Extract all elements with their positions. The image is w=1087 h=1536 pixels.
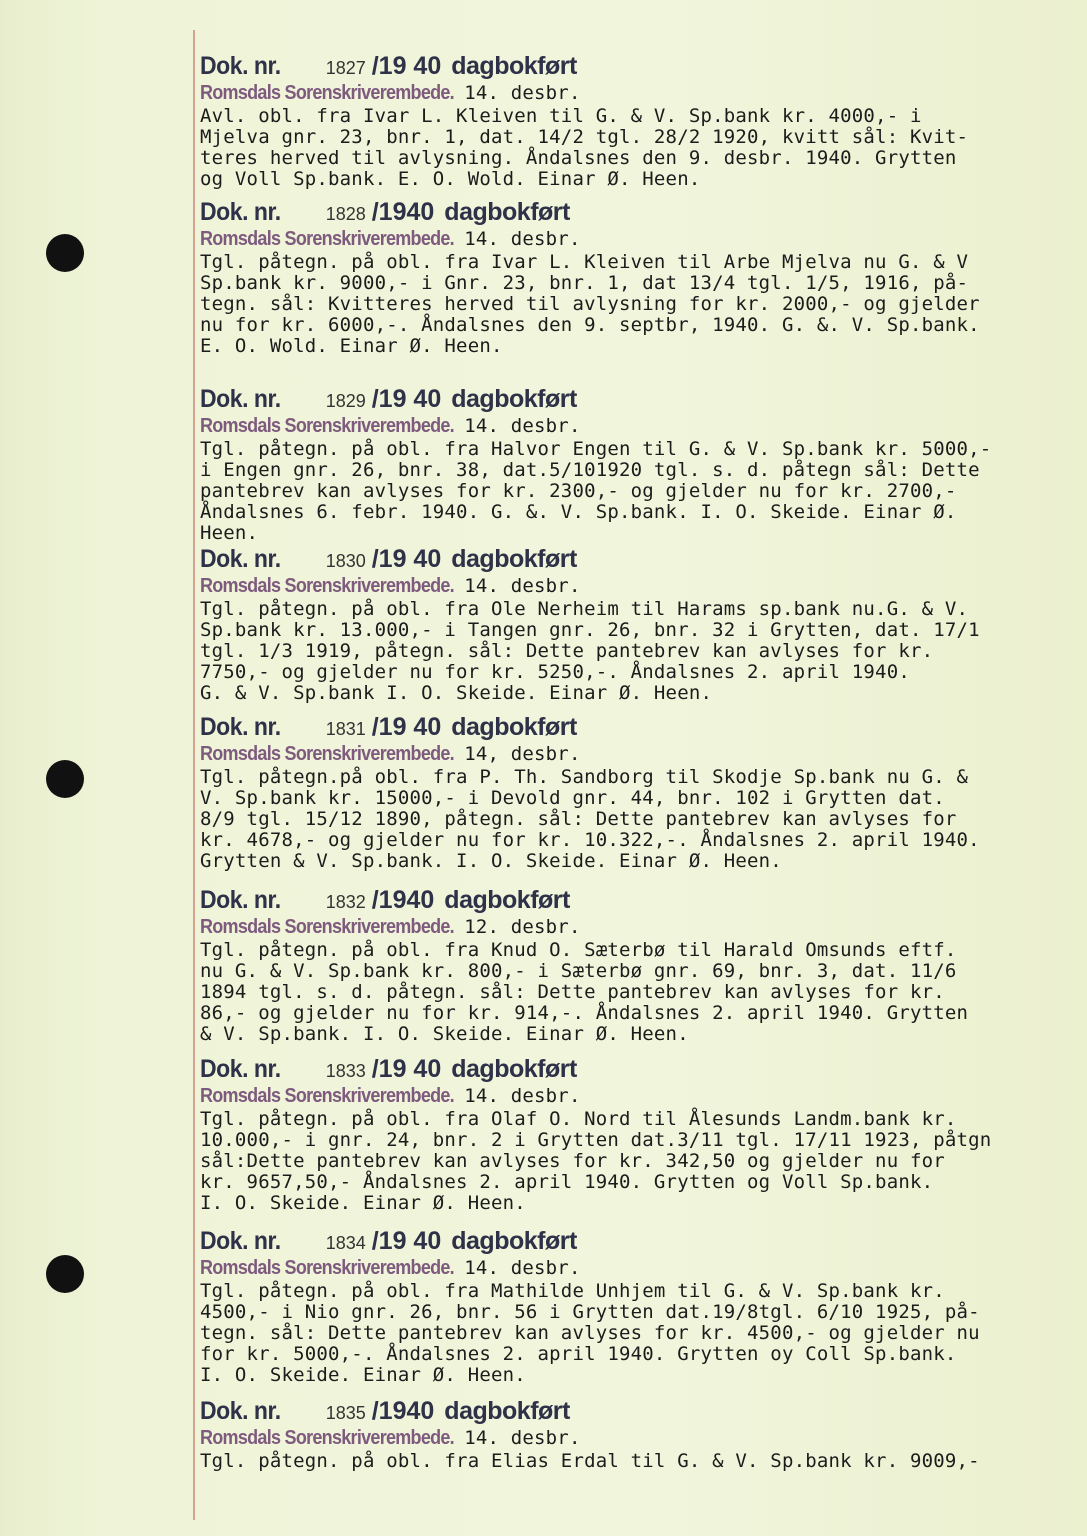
- office-stamp: Romsdals Sorenskriverembede.: [200, 1427, 454, 1449]
- entry-line: 4500,- i Nio gnr. 26, bnr. 56 i Grytten dat.19/8tgl. 6/10 1925, på-: [200, 1301, 980, 1323]
- entry-line: Tgl. påtegn. på obl. fra Ole Nerheim til Harams sp.bank nu.G. & V.: [200, 598, 969, 620]
- entry-line: Tgl. påtegn. på obl. fra Ivar L. Kleiven til Arbe Mjelva nu G. & V: [200, 251, 969, 273]
- entry-line: Åndalsnes 6. febr. 1940. G. &. V. Sp.bank. I. O. Skeide. Einar Ø.: [200, 501, 957, 523]
- dok-year: /19 40: [371, 545, 442, 573]
- dok-year: /19 40: [371, 52, 442, 80]
- entry-line: Tgl. påtegn. på obl. fra Mathilde Unhjem til G. & V. Sp.bank kr.: [200, 1280, 945, 1302]
- office-stamp-line: [200, 1257, 1060, 1281]
- entry-line: I. O. Skeide. Einar Ø. Heen.: [200, 1192, 526, 1214]
- entry-line: 86,- og gjelder nu for kr. 914,-. Åndalsnes 2. april 1940. Grytten: [200, 1002, 969, 1024]
- dok-label: Dok. nr.: [200, 1397, 281, 1425]
- entry-line: I. O. Skeide. Einar Ø. Heen.: [200, 1364, 526, 1386]
- document-stamp: [200, 198, 1060, 228]
- dok-year: /1940: [371, 198, 435, 226]
- entry-line: Mjelva gnr. 23, bnr. 1, dat. 14/2 tgl. 28/2 1920, kvitt sål: Kvit-: [200, 126, 969, 148]
- ledger-entry: [200, 1397, 1060, 1472]
- entry-line: i Engen gnr. 26, bnr. 38, dat.5/101920 tgl. s. d. påtegn sål: Dette: [200, 459, 980, 481]
- dok-label: Dok. nr.: [200, 713, 281, 741]
- dok-label: Dok. nr.: [200, 198, 281, 226]
- dok-status: dagbokført: [451, 1227, 577, 1255]
- entry-date: 14. desbr.: [464, 228, 581, 250]
- entry-line: & V. Sp.bank. I. O. Skeide. Einar Ø. Heen.: [200, 1023, 689, 1045]
- entry-line: 1894 tgl. s. d. påtegn. sål: Dette pantebrev kan avlyses for kr.: [200, 981, 945, 1003]
- entry-date: 14. desbr.: [464, 1257, 581, 1279]
- office-stamp-line: [200, 415, 1060, 439]
- entry-line: Sp.bank kr. 9000,- i Gnr. 23, bnr. 1, dat 13/4 tgl. 1/5, 1916, på-: [200, 272, 969, 294]
- ledger-entry: [200, 545, 1060, 704]
- dok-year: /19 40: [371, 1055, 442, 1083]
- office-stamp: Romsdals Sorenskriverembede.: [200, 415, 454, 437]
- office-stamp-line: [200, 228, 1060, 252]
- entry-line: Tgl. påtegn. på obl. fra Halvor Engen til G. & V. Sp.bank kr. 5000,-: [200, 438, 992, 460]
- entry-line: Grytten & V. Sp.bank. I. O. Skeide. Einar Ø. Heen.: [200, 850, 782, 872]
- entry-line: 7750,- og gjelder nu for kr. 5250,-. Åndalsnes 2. april 1940.: [200, 661, 910, 683]
- dok-status: dagbokført: [451, 385, 577, 413]
- office-stamp: Romsdals Sorenskriverembede.: [200, 1257, 454, 1279]
- entry-line: tegn. sål: Kvitteres herved til avlysning for kr. 2000,- og gjelder: [200, 293, 980, 315]
- entry-line: V. Sp.bank kr. 15000,- i Devold gnr. 44, bnr. 102 i Grytten dat.: [200, 787, 945, 809]
- entry-line: 10.000,- i gnr. 24, bnr. 2 i Grytten dat.3/11 tgl. 17/11 1923, påtgn: [200, 1129, 992, 1151]
- punch-hole: [46, 234, 84, 272]
- office-stamp: Romsdals Sorenskriverembede.: [200, 228, 454, 250]
- dok-status: dagbokført: [451, 545, 577, 573]
- ledger-entry: [200, 385, 1060, 544]
- entry-line: teres herved til avlysning. Åndalsnes den 9. desbr. 1940. Grytten: [200, 147, 957, 169]
- ledger-entry: [200, 1055, 1060, 1214]
- dok-label: Dok. nr.: [200, 385, 281, 413]
- entry-date: 14. desbr.: [464, 1427, 581, 1449]
- dok-number: 1830: [325, 551, 366, 571]
- document-stamp: [200, 713, 1060, 743]
- dok-status: dagbokført: [451, 1055, 577, 1083]
- punch-hole: [46, 1255, 84, 1293]
- entry-date: 14. desbr.: [464, 575, 581, 597]
- ledger-entry: [200, 1227, 1060, 1386]
- entry-line: tgl. 1/3 1919, påtegn. sål: Dette pantebrev kan avlyses for kr.: [200, 640, 934, 662]
- dok-number: 1834: [325, 1233, 366, 1253]
- ledger-entry: [200, 713, 1060, 872]
- dok-status: dagbokført: [444, 1397, 570, 1425]
- office-stamp: Romsdals Sorenskriverembede.: [200, 743, 454, 765]
- entry-date: 14, desbr.: [464, 743, 581, 765]
- ledger-entry: [200, 52, 1060, 190]
- office-stamp-line: [200, 1085, 1060, 1109]
- dok-label: Dok. nr.: [200, 545, 281, 573]
- entry-line: nu G. & V. Sp.bank kr. 800,- i Sæterbø gnr. 69, bnr. 3, dat. 11/6: [200, 960, 957, 982]
- entry-line: og Voll Sp.bank. E. O. Wold. Einar Ø. Heen.: [200, 168, 701, 190]
- entry-line: E. O. Wold. Einar Ø. Heen.: [200, 335, 503, 357]
- office-stamp-line: [200, 916, 1060, 940]
- entry-line: kr. 4678,- og gjelder nu for kr. 10.322,-. Åndalsnes 2. april 1940.: [200, 829, 980, 851]
- entry-line: pantebrev kan avlyses for kr. 2300,- og gjelder nu for kr. 2700,-: [200, 480, 957, 502]
- document-stamp: [200, 886, 1060, 916]
- dok-year: /19 40: [371, 713, 442, 741]
- dok-number: 1835: [325, 1403, 366, 1423]
- dok-status: dagbokført: [444, 198, 570, 226]
- entry-line: Heen.: [200, 522, 259, 544]
- dok-label: Dok. nr.: [200, 886, 281, 914]
- office-stamp-line: [200, 1427, 1060, 1451]
- office-stamp-line: [200, 575, 1060, 599]
- entry-date: 12. desbr.: [464, 916, 581, 938]
- dok-number: 1828: [325, 204, 366, 224]
- dok-number: 1827: [325, 58, 366, 78]
- dok-label: Dok. nr.: [200, 1055, 281, 1083]
- entry-date: 14. desbr.: [464, 1085, 581, 1107]
- entry-line: Sp.bank kr. 13.000,- i Tangen gnr. 26, bnr. 32 i Grytten, dat. 17/1: [200, 619, 980, 641]
- dok-number: 1833: [325, 1061, 366, 1081]
- document-stamp: [200, 1397, 1060, 1427]
- ledger-entry: [200, 198, 1060, 357]
- dok-year: /19 40: [371, 385, 442, 413]
- dok-label: Dok. nr.: [200, 52, 281, 80]
- office-stamp-line: [200, 743, 1060, 767]
- entry-line: Tgl. påtegn. på obl. fra Elias Erdal til G. & V. Sp.bank kr. 9009,-: [200, 1450, 980, 1472]
- office-stamp: Romsdals Sorenskriverembede.: [200, 916, 454, 938]
- office-stamp: Romsdals Sorenskriverembede.: [200, 1085, 454, 1107]
- dok-year: /1940: [371, 1397, 435, 1425]
- dok-number: 1831: [325, 719, 366, 739]
- margin-rule: [193, 30, 195, 1520]
- entry-date: 14. desbr.: [464, 415, 581, 437]
- document-stamp: [200, 545, 1060, 575]
- entry-date: 14. desbr.: [464, 82, 581, 104]
- entry-line: nu for kr. 6000,-. Åndalsnes den 9. septbr, 1940. G. &. V. Sp.bank.: [200, 314, 980, 336]
- dok-label: Dok. nr.: [200, 1227, 281, 1255]
- office-stamp-line: [200, 82, 1060, 106]
- dok-year: /19 40: [371, 1227, 442, 1255]
- document-stamp: [200, 385, 1060, 415]
- entry-line: Tgl. påtegn.på obl. fra P. Th. Sandborg til Skodje Sp.bank nu G. &: [200, 766, 969, 788]
- dok-status: dagbokført: [444, 886, 570, 914]
- entry-line: Tgl. påtegn. på obl. fra Olaf O. Nord til Ålesunds Landm.bank kr.: [200, 1108, 957, 1130]
- entry-line: G. & V. Sp.bank I. O. Skeide. Einar Ø. Heen.: [200, 682, 713, 704]
- dok-status: dagbokført: [451, 52, 577, 80]
- entry-line: for kr. 5000,-. Åndalsnes 2. april 1940. Grytten oy Coll Sp.bank.: [200, 1343, 957, 1365]
- punch-hole: [46, 760, 84, 798]
- document-stamp: [200, 52, 1060, 82]
- entry-line: tegn. sål: Dette pantebrev kan avlyses for kr. 4500,- og gjelder nu: [200, 1322, 980, 1344]
- dok-year: /1940: [371, 886, 435, 914]
- dok-status: dagbokført: [451, 713, 577, 741]
- entry-line: Avl. obl. fra Ivar L. Kleiven til G. & V. Sp.bank kr. 4000,- i: [200, 105, 922, 127]
- office-stamp: Romsdals Sorenskriverembede.: [200, 82, 454, 104]
- ledger-entry: [200, 886, 1060, 1045]
- document-stamp: [200, 1055, 1060, 1085]
- entry-line: sål:Dette pantebrev kan avlyses for kr. 342,50 og gjelder nu for: [200, 1150, 945, 1172]
- entry-line: Tgl. påtegn. på obl. fra Knud O. Sæterbø til Harald Omsunds eftf.: [200, 939, 957, 961]
- document-stamp: [200, 1227, 1060, 1257]
- entry-line: 8/9 tgl. 15/12 1890, påtegn. sål: Dette pantebrev kan avlyses for: [200, 808, 957, 830]
- dok-number: 1829: [325, 391, 366, 411]
- dok-number: 1832: [325, 892, 366, 912]
- entry-line: kr. 9657,50,- Åndalsnes 2. april 1940. Grytten og Voll Sp.bank.: [200, 1171, 934, 1193]
- office-stamp: Romsdals Sorenskriverembede.: [200, 575, 454, 597]
